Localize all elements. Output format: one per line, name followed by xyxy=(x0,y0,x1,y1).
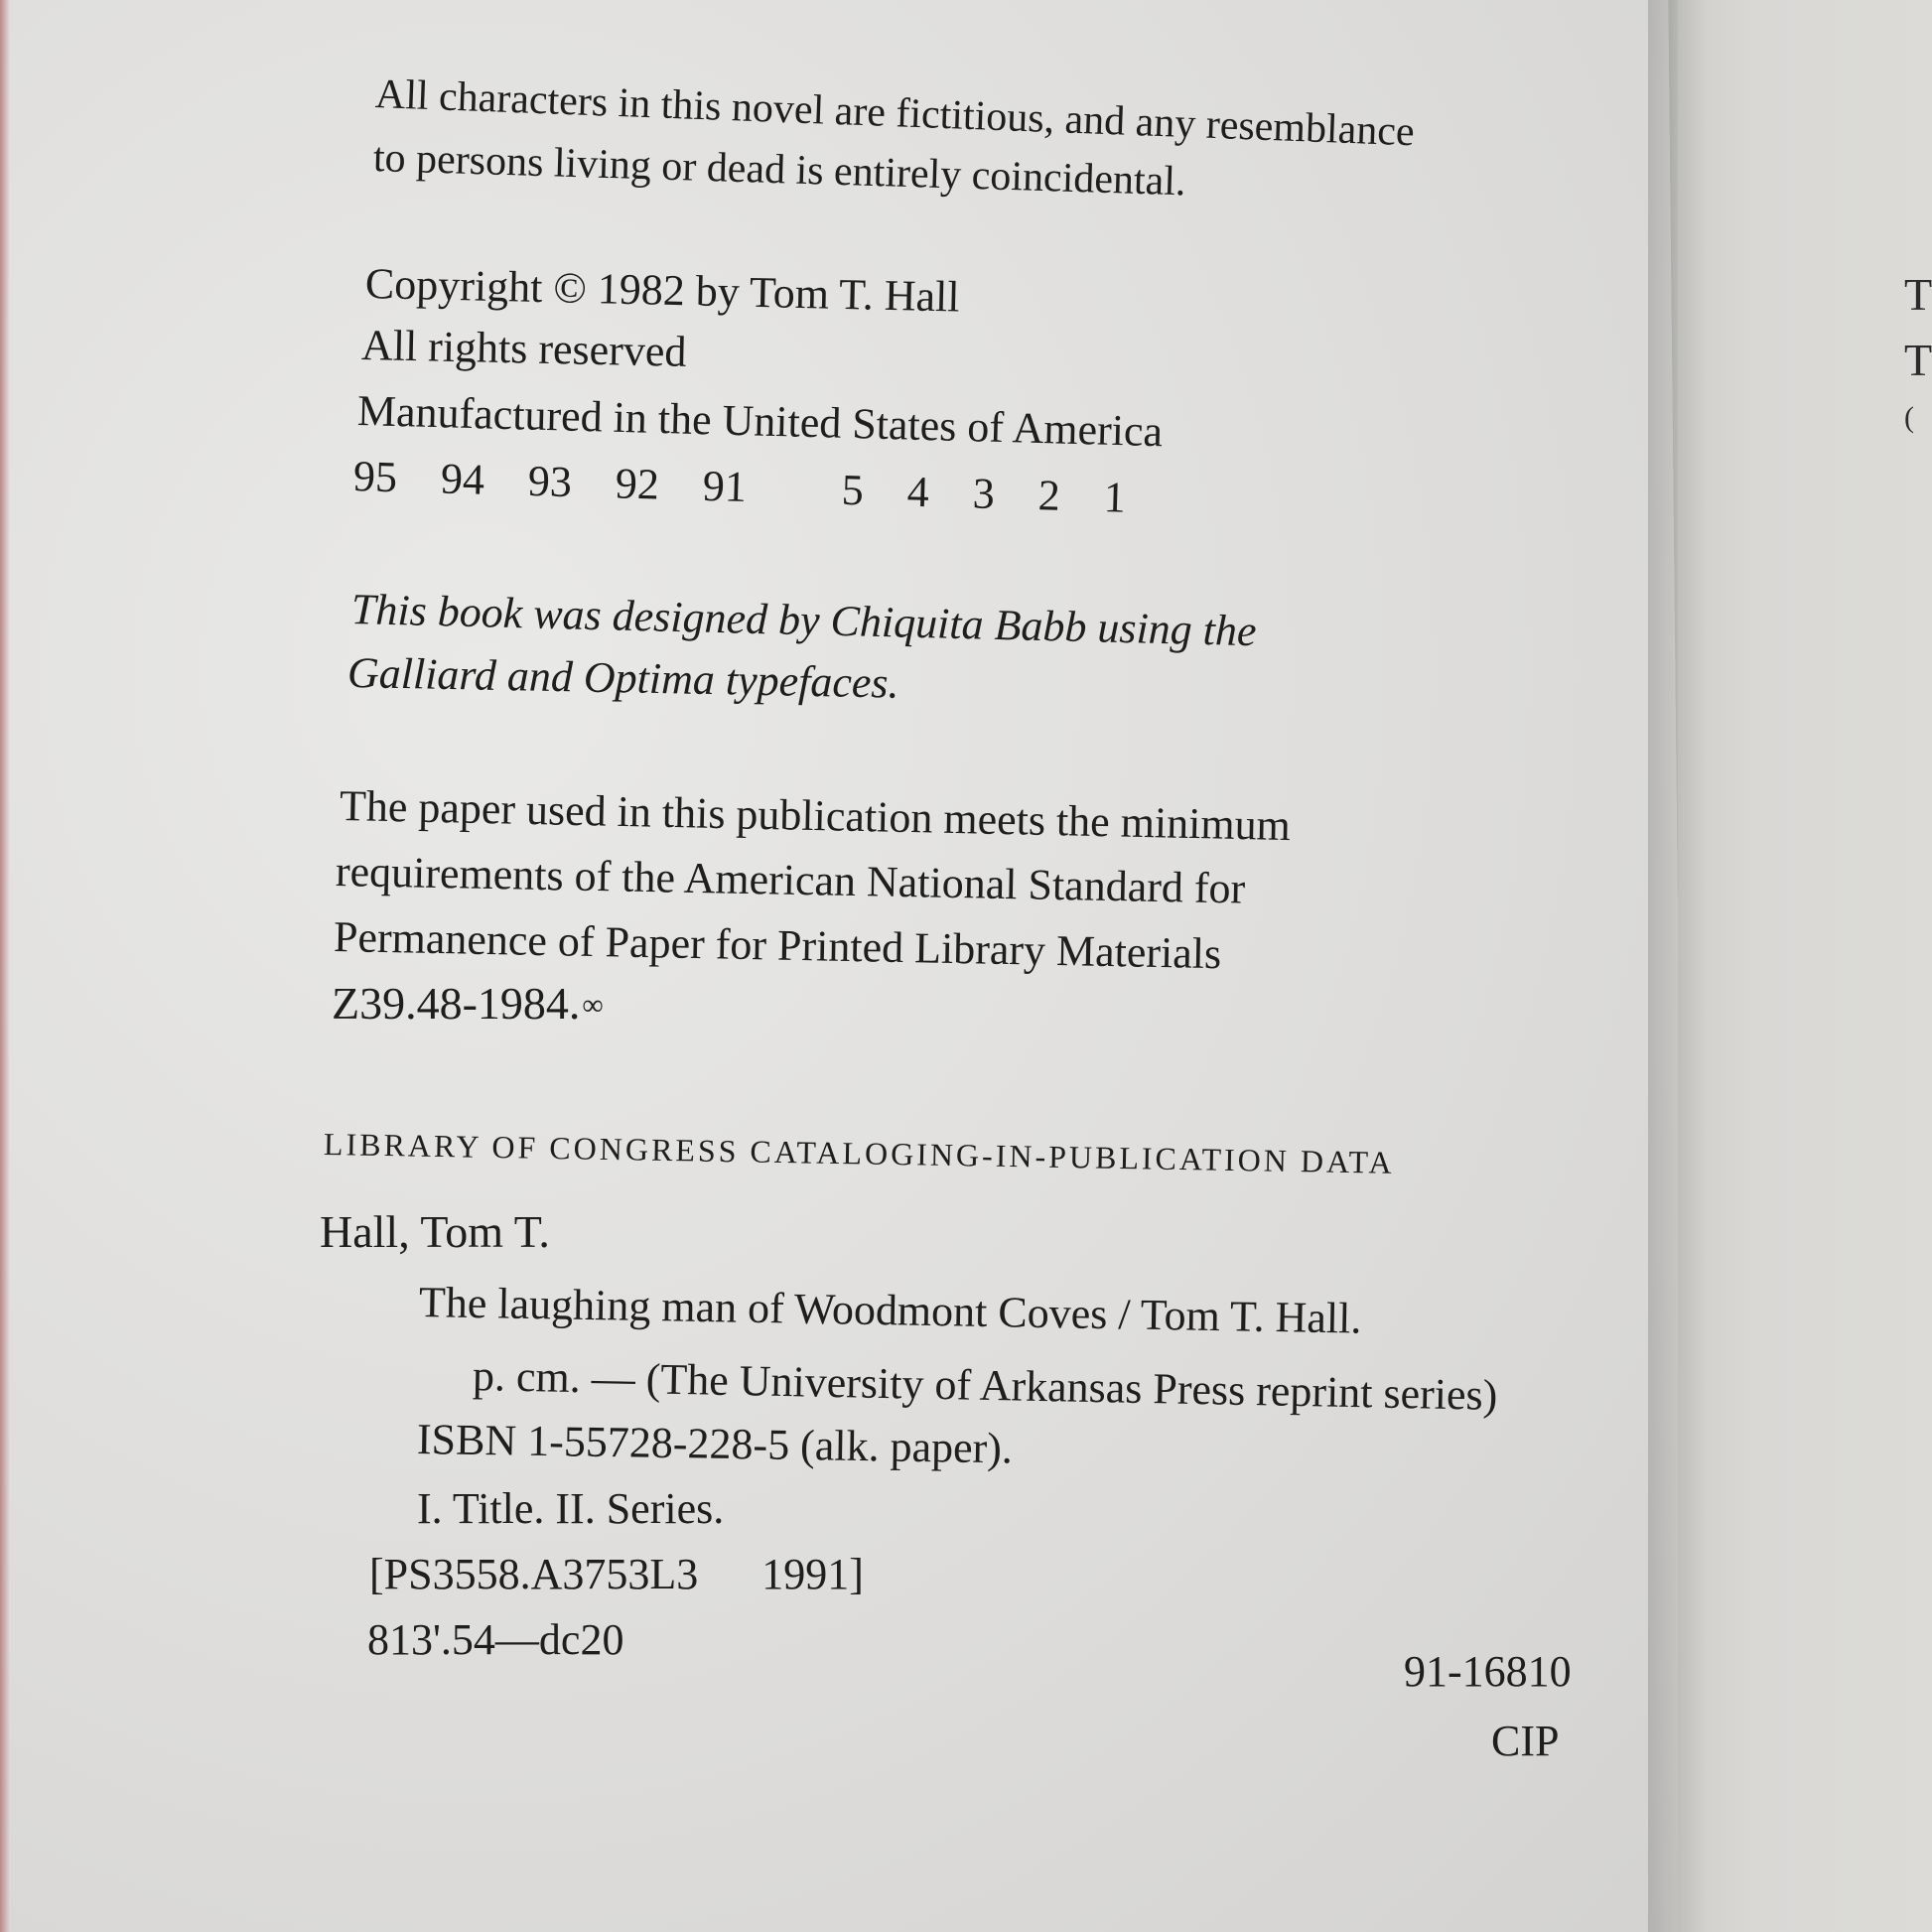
infinity-permanence-icon: ∞ xyxy=(582,989,604,1022)
disclaimer-line: All characters in this novel are fictitious, and any resemblance xyxy=(374,71,1416,156)
printing-number: 94 xyxy=(440,454,485,504)
printing-number: 2 xyxy=(1037,471,1061,520)
manufactured-line: Manufactured in the United States of America xyxy=(356,386,1164,457)
printing-number: 93 xyxy=(527,456,573,507)
printing-number: 4 xyxy=(906,467,930,517)
paper-note-line: The paper used in this publication meets the minimum xyxy=(339,781,1292,851)
printing-number: 3 xyxy=(972,469,996,519)
right-page-glyph: ( xyxy=(1904,401,1914,434)
right-page-glyph: T xyxy=(1904,269,1932,320)
cip-title-line: The laughing man of Woodmont Coves / Tom T. Hall. xyxy=(418,1278,1362,1343)
cip-heading: LIBRARY OF CONGRESS CATALOGING-IN-PUBLICATION DATA xyxy=(323,1126,1395,1180)
right-page-glyph: T xyxy=(1904,335,1932,385)
standard-number: Z39.48-1984. xyxy=(332,978,581,1029)
design-note-line: Galliard and Optima typefaces. xyxy=(346,648,900,708)
call-year: 1991] xyxy=(761,1550,864,1598)
paper-note-line: requirements of the American National Standard for xyxy=(335,847,1246,913)
design-note-line: This book was designed by Chiquita Babb using the xyxy=(350,585,1258,656)
cip-author: Hall, Tom T. xyxy=(320,1206,550,1257)
paper-note-line xyxy=(332,978,604,1029)
cip-lccn: 91-16810 xyxy=(1404,1647,1572,1696)
cip-physical-line: p. cm. — (The University of Arkansas Press reprint series) xyxy=(472,1351,1498,1420)
printing-number: 91 xyxy=(702,461,748,512)
paper-note-line: Permanence of Paper for Printed Library Materials xyxy=(333,912,1222,979)
call-number: [PS3558.A3753L3 xyxy=(369,1550,699,1598)
rights-line: All rights reserved xyxy=(360,321,687,376)
cip-tracings: I. Title. II. Series. xyxy=(417,1484,725,1533)
disclaimer-line: to persons living or dead is entirely coincidental. xyxy=(372,135,1187,206)
printing-number: 5 xyxy=(841,465,865,515)
printing-number: 92 xyxy=(615,459,660,509)
printing-number: 1 xyxy=(1103,473,1127,522)
cip-isbn-line: ISBN 1-55728-228-5 (alk. paper). xyxy=(416,1415,1014,1473)
cip-call-number xyxy=(369,1550,864,1598)
printing-numbers xyxy=(352,452,1170,522)
cip-dewey: 813'.54—dc20 xyxy=(367,1615,624,1664)
copyright-line: Copyright © 1982 by Tom T. Hall xyxy=(364,259,961,322)
cip-label: CIP xyxy=(1491,1717,1560,1765)
printing-number: 95 xyxy=(352,452,398,502)
